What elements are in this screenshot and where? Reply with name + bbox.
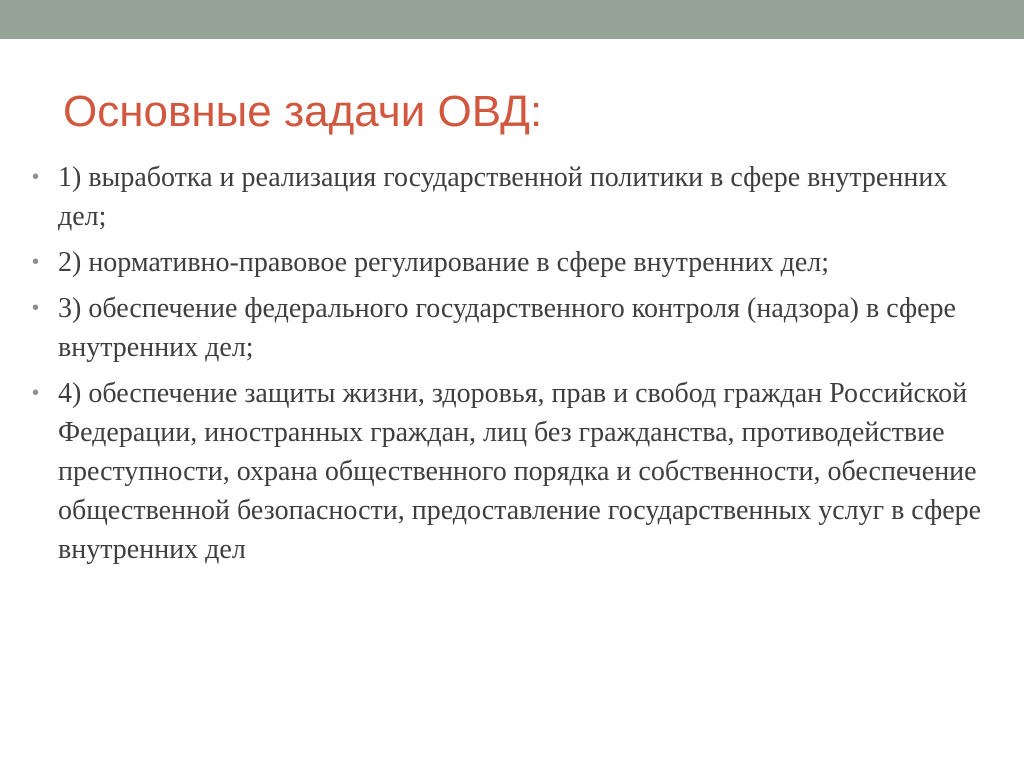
bullet-text: 4) обеспечение защиты жизни, здоровья, прав и свобод граждан Российской Федерации, иностранных граждан, лиц без гражданства, противодействие преступности, охрана общественного порядка и собственности, обеспечение общественной безопасности, предоставление государственных услуг в сфере внутренних дел — [58, 378, 982, 565]
bullet-text: 1) выработка и реализация государственной политики в сфере внутренних дел; — [58, 162, 948, 232]
bullet-text: 2) нормативно-правовое регулирование в сфере внутренних дел; — [58, 247, 829, 278]
top-accent-bar — [0, 0, 1024, 39]
bullet-item-1 — [32, 158, 992, 236]
bullet-dot-icon: • — [32, 251, 40, 273]
bullet-item-2 — [32, 243, 992, 282]
bullet-list — [32, 158, 992, 576]
slide-title: Основные задачи ОВД: — [63, 87, 543, 136]
bullet-item-3 — [32, 289, 992, 367]
bullet-dot-icon: • — [32, 297, 40, 319]
bullet-dot-icon: • — [32, 166, 40, 188]
bullet-item-4 — [32, 374, 992, 569]
bullet-text: 3) обеспечение федерального государственного контроля (надзора) в сфере внутренних дел; — [58, 293, 956, 363]
bullet-dot-icon: • — [32, 382, 40, 404]
